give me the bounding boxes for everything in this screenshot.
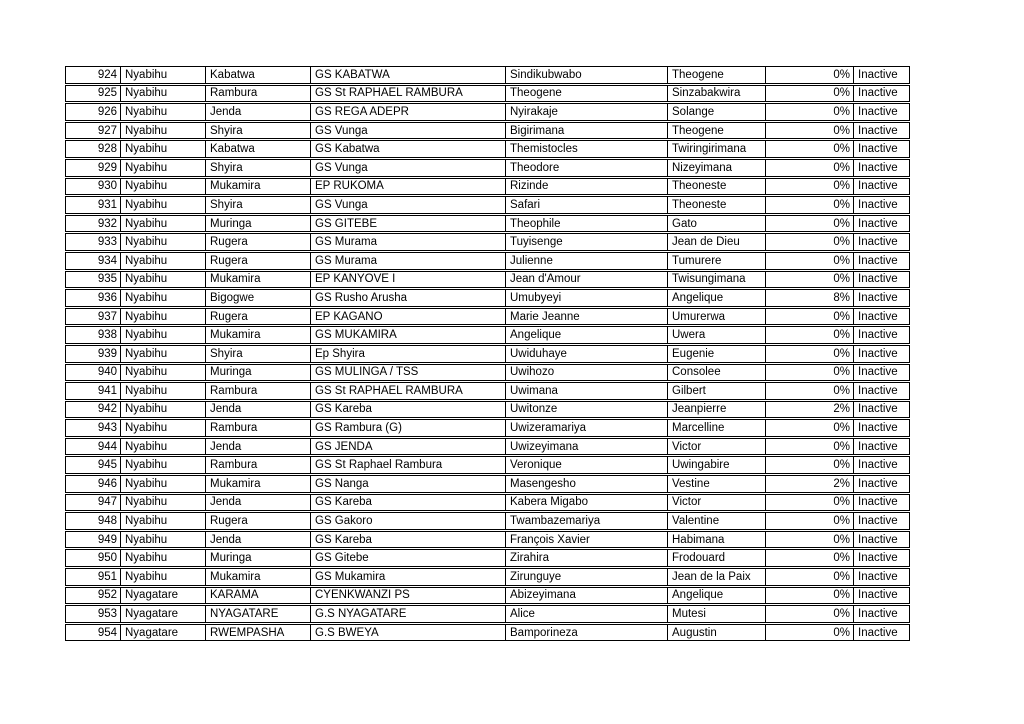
cell-status: Inactive bbox=[853, 456, 910, 474]
cell-last-name: Theogene bbox=[667, 66, 765, 84]
cell-school: EP RUKOMA bbox=[310, 178, 505, 196]
cell-district: Nyabihu bbox=[120, 140, 205, 158]
cell-percentage: 0% bbox=[765, 382, 853, 400]
cell-district: Nyabihu bbox=[120, 66, 205, 84]
cell-last-name: Uwera bbox=[667, 326, 765, 344]
cell-district: Nyabihu bbox=[120, 345, 205, 363]
cell-sector: Mukamira bbox=[205, 326, 310, 344]
cell-sector: Mukamira bbox=[205, 271, 310, 289]
cell-status: Inactive bbox=[853, 438, 910, 456]
cell-district: Nyabihu bbox=[120, 438, 205, 456]
table-row bbox=[65, 401, 910, 419]
cell-percentage: 0% bbox=[765, 549, 853, 567]
table-row bbox=[65, 605, 910, 623]
cell-status: Inactive bbox=[853, 159, 910, 177]
cell-percentage: 0% bbox=[765, 233, 853, 251]
cell-school: GS Gitebe bbox=[310, 549, 505, 567]
cell-status: Inactive bbox=[853, 382, 910, 400]
cell-last-name: Vestine bbox=[667, 475, 765, 493]
cell-school: GS St RAPHAEL RAMBURA bbox=[310, 382, 505, 400]
cell-percentage: 8% bbox=[765, 289, 853, 307]
cell-district: Nyabihu bbox=[120, 178, 205, 196]
cell-school: G.S BWEYA bbox=[310, 624, 505, 642]
cell-school: GS REGA ADEPR bbox=[310, 103, 505, 121]
table-row bbox=[65, 438, 910, 456]
table-row bbox=[65, 494, 910, 512]
cell-district: Nyabihu bbox=[120, 289, 205, 307]
table-row bbox=[65, 326, 910, 344]
cell-row-number: 925 bbox=[65, 85, 120, 103]
cell-last-name: Gato bbox=[667, 215, 765, 233]
cell-percentage: 0% bbox=[765, 419, 853, 437]
cell-last-name: Twisungimana bbox=[667, 271, 765, 289]
table-row bbox=[65, 140, 910, 158]
cell-last-name: Gilbert bbox=[667, 382, 765, 400]
cell-last-name: Augustin bbox=[667, 624, 765, 642]
cell-sector: NYAGATARE bbox=[205, 605, 310, 623]
cell-last-name: Angelique bbox=[667, 289, 765, 307]
cell-row-number: 933 bbox=[65, 233, 120, 251]
cell-sector: Kabatwa bbox=[205, 66, 310, 84]
table-row bbox=[65, 196, 910, 214]
cell-status: Inactive bbox=[853, 475, 910, 493]
cell-school: GS Rambura (G) bbox=[310, 419, 505, 437]
cell-percentage: 0% bbox=[765, 178, 853, 196]
cell-last-name: Jean de Dieu bbox=[667, 233, 765, 251]
cell-row-number: 946 bbox=[65, 475, 120, 493]
cell-row-number: 940 bbox=[65, 364, 120, 382]
cell-first-name: Abizeyimana bbox=[505, 587, 667, 605]
cell-percentage: 0% bbox=[765, 326, 853, 344]
cell-status: Inactive bbox=[853, 401, 910, 419]
cell-status: Inactive bbox=[853, 289, 910, 307]
cell-school: GS Gakoro bbox=[310, 512, 505, 530]
cell-status: Inactive bbox=[853, 308, 910, 326]
cell-school: GS Vunga bbox=[310, 159, 505, 177]
table-row bbox=[65, 382, 910, 400]
cell-sector: Kabatwa bbox=[205, 140, 310, 158]
cell-row-number: 944 bbox=[65, 438, 120, 456]
table-row bbox=[65, 233, 910, 251]
cell-percentage: 0% bbox=[765, 531, 853, 549]
cell-sector: KARAMA bbox=[205, 587, 310, 605]
cell-status: Inactive bbox=[853, 196, 910, 214]
cell-first-name: Marie Jeanne bbox=[505, 308, 667, 326]
cell-status: Inactive bbox=[853, 419, 910, 437]
cell-row-number: 935 bbox=[65, 271, 120, 289]
cell-school: CYENKWANZI PS bbox=[310, 587, 505, 605]
cell-status: Inactive bbox=[853, 122, 910, 140]
cell-first-name: Uwizeramariya bbox=[505, 419, 667, 437]
cell-sector: Rugera bbox=[205, 233, 310, 251]
cell-first-name: Themistocles bbox=[505, 140, 667, 158]
cell-sector: Muringa bbox=[205, 215, 310, 233]
cell-sector: Jenda bbox=[205, 531, 310, 549]
cell-row-number: 924 bbox=[65, 66, 120, 84]
cell-first-name: Uwiduhaye bbox=[505, 345, 667, 363]
cell-percentage: 0% bbox=[765, 364, 853, 382]
cell-status: Inactive bbox=[853, 494, 910, 512]
cell-row-number: 926 bbox=[65, 103, 120, 121]
cell-row-number: 942 bbox=[65, 401, 120, 419]
cell-row-number: 949 bbox=[65, 531, 120, 549]
cell-row-number: 954 bbox=[65, 624, 120, 642]
cell-first-name: Uwimana bbox=[505, 382, 667, 400]
cell-school: G.S NYAGATARE bbox=[310, 605, 505, 623]
cell-school: GS St RAPHAEL RAMBURA bbox=[310, 85, 505, 103]
cell-status: Inactive bbox=[853, 364, 910, 382]
cell-last-name: Valentine bbox=[667, 512, 765, 530]
cell-first-name: Sindikubwabo bbox=[505, 66, 667, 84]
cell-last-name: Jean de la Paix bbox=[667, 568, 765, 586]
cell-first-name: Theogene bbox=[505, 85, 667, 103]
table-row bbox=[65, 159, 910, 177]
table-row bbox=[65, 345, 910, 363]
cell-district: Nyabihu bbox=[120, 401, 205, 419]
table-row bbox=[65, 624, 910, 642]
cell-last-name: Theoneste bbox=[667, 178, 765, 196]
cell-percentage: 0% bbox=[765, 345, 853, 363]
cell-status: Inactive bbox=[853, 531, 910, 549]
cell-status: Inactive bbox=[853, 252, 910, 270]
cell-status: Inactive bbox=[853, 512, 910, 530]
cell-district: Nyabihu bbox=[120, 364, 205, 382]
cell-first-name: Bamporineza bbox=[505, 624, 667, 642]
cell-last-name: Umurerwa bbox=[667, 308, 765, 326]
cell-status: Inactive bbox=[853, 326, 910, 344]
cell-percentage: 0% bbox=[765, 568, 853, 586]
cell-last-name: Marcelline bbox=[667, 419, 765, 437]
cell-sector: Jenda bbox=[205, 401, 310, 419]
table-row bbox=[65, 568, 910, 586]
table-row bbox=[65, 364, 910, 382]
cell-first-name: Bigirimana bbox=[505, 122, 667, 140]
cell-district: Nyabihu bbox=[120, 159, 205, 177]
cell-school: GS Kareba bbox=[310, 531, 505, 549]
table-row bbox=[65, 85, 910, 103]
cell-status: Inactive bbox=[853, 103, 910, 121]
cell-district: Nyabihu bbox=[120, 85, 205, 103]
cell-district: Nyabihu bbox=[120, 382, 205, 400]
cell-district: Nyabihu bbox=[120, 196, 205, 214]
cell-district: Nyabihu bbox=[120, 475, 205, 493]
cell-first-name: Angelique bbox=[505, 326, 667, 344]
cell-first-name: Julienne bbox=[505, 252, 667, 270]
cell-school: GS Vunga bbox=[310, 196, 505, 214]
cell-first-name: Safari bbox=[505, 196, 667, 214]
cell-sector: Shyira bbox=[205, 159, 310, 177]
cell-status: Inactive bbox=[853, 587, 910, 605]
cell-first-name: Twambazemariya bbox=[505, 512, 667, 530]
cell-sector: Mukamira bbox=[205, 568, 310, 586]
records-table bbox=[65, 65, 910, 642]
cell-school: GS MULINGA / TSS bbox=[310, 364, 505, 382]
cell-school: EP KANYOVE I bbox=[310, 271, 505, 289]
cell-last-name: Tumurere bbox=[667, 252, 765, 270]
cell-sector: Rambura bbox=[205, 456, 310, 474]
cell-percentage: 0% bbox=[765, 85, 853, 103]
cell-percentage: 0% bbox=[765, 66, 853, 84]
cell-first-name: Veronique bbox=[505, 456, 667, 474]
cell-first-name: Umubyeyi bbox=[505, 289, 667, 307]
cell-district: Nyabihu bbox=[120, 271, 205, 289]
table-row bbox=[65, 456, 910, 474]
cell-sector: Rambura bbox=[205, 382, 310, 400]
cell-percentage: 0% bbox=[765, 252, 853, 270]
cell-percentage: 0% bbox=[765, 587, 853, 605]
cell-row-number: 934 bbox=[65, 252, 120, 270]
cell-first-name: Uwizeyimana bbox=[505, 438, 667, 456]
cell-school: GS KABATWA bbox=[310, 66, 505, 84]
cell-district: Nyagatare bbox=[120, 605, 205, 623]
cell-sector: Muringa bbox=[205, 364, 310, 382]
records-table-body bbox=[65, 66, 910, 641]
cell-percentage: 0% bbox=[765, 196, 853, 214]
cell-status: Inactive bbox=[853, 140, 910, 158]
cell-status: Inactive bbox=[853, 624, 910, 642]
cell-last-name: Jeanpierre bbox=[667, 401, 765, 419]
cell-sector: Jenda bbox=[205, 494, 310, 512]
cell-percentage: 0% bbox=[765, 271, 853, 289]
cell-school: GS Kareba bbox=[310, 494, 505, 512]
cell-first-name: Uwitonze bbox=[505, 401, 667, 419]
cell-row-number: 953 bbox=[65, 605, 120, 623]
cell-district: Nyagatare bbox=[120, 587, 205, 605]
table-row bbox=[65, 308, 910, 326]
table-row bbox=[65, 419, 910, 437]
cell-status: Inactive bbox=[853, 233, 910, 251]
cell-first-name: Theodore bbox=[505, 159, 667, 177]
cell-school: GS St Raphael Rambura bbox=[310, 456, 505, 474]
cell-row-number: 932 bbox=[65, 215, 120, 233]
cell-last-name: Uwingabire bbox=[667, 456, 765, 474]
cell-row-number: 939 bbox=[65, 345, 120, 363]
cell-sector: RWEMPASHA bbox=[205, 624, 310, 642]
cell-district: Nyabihu bbox=[120, 531, 205, 549]
cell-sector: Muringa bbox=[205, 549, 310, 567]
cell-last-name: Victor bbox=[667, 494, 765, 512]
cell-last-name: Mutesi bbox=[667, 605, 765, 623]
cell-district: Nyabihu bbox=[120, 456, 205, 474]
cell-percentage: 0% bbox=[765, 140, 853, 158]
cell-last-name: Sinzabakwira bbox=[667, 85, 765, 103]
table-row bbox=[65, 66, 910, 84]
cell-last-name: Solange bbox=[667, 103, 765, 121]
cell-status: Inactive bbox=[853, 549, 910, 567]
cell-district: Nyabihu bbox=[120, 233, 205, 251]
cell-sector: Shyira bbox=[205, 196, 310, 214]
table-row bbox=[65, 122, 910, 140]
cell-row-number: 952 bbox=[65, 587, 120, 605]
cell-row-number: 950 bbox=[65, 549, 120, 567]
table-row bbox=[65, 215, 910, 233]
cell-district: Nyabihu bbox=[120, 568, 205, 586]
table-row bbox=[65, 475, 910, 493]
cell-district: Nyabihu bbox=[120, 252, 205, 270]
cell-district: Nyabihu bbox=[120, 549, 205, 567]
cell-district: Nyabihu bbox=[120, 103, 205, 121]
cell-district: Nyabihu bbox=[120, 326, 205, 344]
cell-school: GS MUKAMIRA bbox=[310, 326, 505, 344]
cell-row-number: 941 bbox=[65, 382, 120, 400]
cell-district: Nyabihu bbox=[120, 122, 205, 140]
table-row bbox=[65, 587, 910, 605]
cell-first-name: Rizinde bbox=[505, 178, 667, 196]
cell-school: EP KAGANO bbox=[310, 308, 505, 326]
cell-district: Nyabihu bbox=[120, 308, 205, 326]
cell-row-number: 945 bbox=[65, 456, 120, 474]
cell-first-name: Zirunguye bbox=[505, 568, 667, 586]
cell-school: GS JENDA bbox=[310, 438, 505, 456]
cell-row-number: 938 bbox=[65, 326, 120, 344]
cell-first-name: Nyirakaje bbox=[505, 103, 667, 121]
table-row bbox=[65, 549, 910, 567]
cell-last-name: Consolee bbox=[667, 364, 765, 382]
cell-row-number: 936 bbox=[65, 289, 120, 307]
cell-sector: Rugera bbox=[205, 512, 310, 530]
cell-percentage: 0% bbox=[765, 103, 853, 121]
cell-last-name: Nizeyimana bbox=[667, 159, 765, 177]
cell-sector: Rugera bbox=[205, 252, 310, 270]
cell-first-name: Theophile bbox=[505, 215, 667, 233]
cell-row-number: 947 bbox=[65, 494, 120, 512]
cell-percentage: 0% bbox=[765, 605, 853, 623]
cell-percentage: 2% bbox=[765, 475, 853, 493]
cell-row-number: 951 bbox=[65, 568, 120, 586]
cell-last-name: Theoneste bbox=[667, 196, 765, 214]
cell-school: GS Nanga bbox=[310, 475, 505, 493]
cell-row-number: 928 bbox=[65, 140, 120, 158]
cell-last-name: Eugenie bbox=[667, 345, 765, 363]
cell-percentage: 0% bbox=[765, 122, 853, 140]
cell-sector: Jenda bbox=[205, 103, 310, 121]
cell-school: Ep Shyira bbox=[310, 345, 505, 363]
cell-sector: Rambura bbox=[205, 85, 310, 103]
cell-school: GS Murama bbox=[310, 233, 505, 251]
cell-sector: Mukamira bbox=[205, 475, 310, 493]
cell-row-number: 930 bbox=[65, 178, 120, 196]
table-row bbox=[65, 103, 910, 121]
cell-last-name: Theogene bbox=[667, 122, 765, 140]
cell-row-number: 948 bbox=[65, 512, 120, 530]
cell-school: GS GITEBE bbox=[310, 215, 505, 233]
cell-row-number: 943 bbox=[65, 419, 120, 437]
cell-district: Nyabihu bbox=[120, 494, 205, 512]
cell-sector: Jenda bbox=[205, 438, 310, 456]
cell-district: Nyabihu bbox=[120, 419, 205, 437]
cell-first-name: Masengesho bbox=[505, 475, 667, 493]
cell-status: Inactive bbox=[853, 605, 910, 623]
cell-school: GS Murama bbox=[310, 252, 505, 270]
cell-status: Inactive bbox=[853, 568, 910, 586]
table-row bbox=[65, 512, 910, 530]
cell-district: Nyabihu bbox=[120, 512, 205, 530]
cell-district: Nyagatare bbox=[120, 624, 205, 642]
table-row bbox=[65, 271, 910, 289]
cell-first-name: François Xavier bbox=[505, 531, 667, 549]
cell-sector: Rambura bbox=[205, 419, 310, 437]
cell-last-name: Frodouard bbox=[667, 549, 765, 567]
cell-percentage: 0% bbox=[765, 159, 853, 177]
table-row bbox=[65, 531, 910, 549]
cell-status: Inactive bbox=[853, 215, 910, 233]
cell-last-name: Victor bbox=[667, 438, 765, 456]
table-row bbox=[65, 178, 910, 196]
cell-row-number: 929 bbox=[65, 159, 120, 177]
table-row bbox=[65, 252, 910, 270]
cell-first-name: Jean d'Amour bbox=[505, 271, 667, 289]
cell-sector: Shyira bbox=[205, 122, 310, 140]
cell-status: Inactive bbox=[853, 85, 910, 103]
cell-last-name: Angelique bbox=[667, 587, 765, 605]
cell-row-number: 927 bbox=[65, 122, 120, 140]
table-row bbox=[65, 289, 910, 307]
cell-first-name: Tuyisenge bbox=[505, 233, 667, 251]
cell-percentage: 2% bbox=[765, 401, 853, 419]
cell-row-number: 937 bbox=[65, 308, 120, 326]
cell-school: GS Vunga bbox=[310, 122, 505, 140]
cell-sector: Bigogwe bbox=[205, 289, 310, 307]
cell-status: Inactive bbox=[853, 178, 910, 196]
cell-percentage: 0% bbox=[765, 456, 853, 474]
cell-first-name: Uwihozo bbox=[505, 364, 667, 382]
cell-status: Inactive bbox=[853, 345, 910, 363]
cell-percentage: 0% bbox=[765, 308, 853, 326]
cell-first-name: Kabera Migabo bbox=[505, 494, 667, 512]
cell-last-name: Habimana bbox=[667, 531, 765, 549]
cell-row-number: 931 bbox=[65, 196, 120, 214]
cell-school: GS Rusho Arusha bbox=[310, 289, 505, 307]
cell-first-name: Zirahira bbox=[505, 549, 667, 567]
cell-percentage: 0% bbox=[765, 494, 853, 512]
cell-sector: Shyira bbox=[205, 345, 310, 363]
cell-first-name: Alice bbox=[505, 605, 667, 623]
cell-sector: Rugera bbox=[205, 308, 310, 326]
cell-school: GS Kareba bbox=[310, 401, 505, 419]
cell-last-name: Twiringirimana bbox=[667, 140, 765, 158]
cell-percentage: 0% bbox=[765, 215, 853, 233]
cell-percentage: 0% bbox=[765, 512, 853, 530]
cell-percentage: 0% bbox=[765, 624, 853, 642]
cell-school: GS Kabatwa bbox=[310, 140, 505, 158]
cell-sector: Mukamira bbox=[205, 178, 310, 196]
cell-status: Inactive bbox=[853, 271, 910, 289]
cell-status: Inactive bbox=[853, 66, 910, 84]
cell-percentage: 0% bbox=[765, 438, 853, 456]
cell-district: Nyabihu bbox=[120, 215, 205, 233]
cell-school: GS Mukamira bbox=[310, 568, 505, 586]
